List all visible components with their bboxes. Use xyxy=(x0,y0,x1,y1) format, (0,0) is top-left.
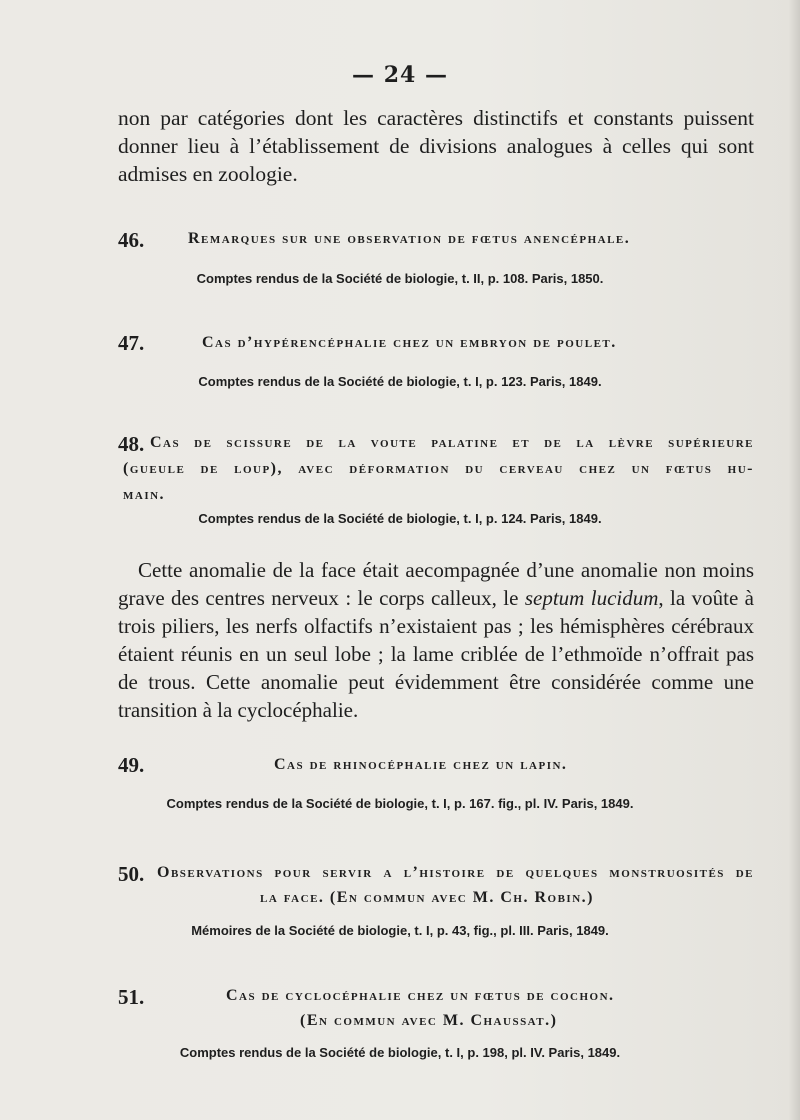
entry-47-title: Cas d’hypérencéphalie chez un embryon de poulet. xyxy=(202,334,617,351)
paragraph-line: Cette anomalie de la face était aecompagnée d’une anomalie non moins xyxy=(138,558,754,582)
entry-46-title: Remarques sur une observation de fœtus anencéphale. xyxy=(188,230,631,247)
entry-51-title-line: Cas de cyclocéphalie chez un fœtus de cochon. xyxy=(226,987,615,1004)
paragraph-line xyxy=(118,584,754,612)
entry-48-title-line: Cas de scissure de la voute palatine et de la lèvre supérieure xyxy=(150,434,754,451)
entry-48-title-line: main. xyxy=(123,486,166,503)
entry-49-number: 49. xyxy=(118,753,145,777)
entry-51-number: 51. xyxy=(118,985,145,1009)
paragraph-line: de trous. Cette anomalie peut évidemment être considérée comme une xyxy=(118,670,754,694)
entry-46-reference: Comptes rendus de la Société de biologie, t. II, p. 108. Paris, 1850. xyxy=(196,271,604,286)
entry-49-reference: Comptes rendus de la Société de biologie, t. I, p. 167. fig., pl. IV. Paris, 1849. xyxy=(166,796,634,811)
entry-50-title-line: la face. (En commun avec M. Ch. Robin.) xyxy=(260,889,594,906)
paragraph-line: étaient réunis en un seul lobe ; la lame criblée de l’ethmoïde n’offrait pas xyxy=(118,642,754,666)
page-number: — 24 — xyxy=(352,62,448,88)
entry-50-reference: Mémoires de la Société de biologie, t. I, p. 43, fig., pl. III. Paris, 1849. xyxy=(191,923,609,938)
entry-50-number: 50. xyxy=(118,862,145,886)
entry-46-number: 46. xyxy=(118,228,145,252)
entry-47-number: 47. xyxy=(118,331,145,355)
intro-line: donner lieu à l’établissement de divisions analogues à celles qui sont xyxy=(118,134,754,158)
paragraph-line: transition à la cyclocéphalie. xyxy=(118,698,359,722)
entry-51-title-line: (En commun avec M. Chaussat.) xyxy=(300,1012,558,1029)
intro-line: admises en zoologie. xyxy=(118,162,298,186)
entry-48-reference: Comptes rendus de la Société de biologie, t. I, p. 124. Paris, 1849. xyxy=(198,511,602,526)
paragraph-italic-term: septum lucidum xyxy=(524,586,659,610)
entry-47-reference: Comptes rendus de la Société de biologie, t. I, p. 123. Paris, 1849. xyxy=(198,374,602,389)
page-edge-shadow xyxy=(788,0,800,1120)
paragraph-text: , la voûte à xyxy=(658,586,754,610)
entry-48-number: 48. xyxy=(118,432,145,456)
entry-48-title-line: (gueule de loup), avec déformation du cerveau chez un fœtus hu- xyxy=(123,460,754,477)
paragraph-text: grave des centres nerveux : le corps calleux, le xyxy=(118,586,525,610)
entry-51-reference: Comptes rendus de la Société de biologie, t. I, p. 198, pl. IV. Paris, 1849. xyxy=(179,1045,621,1060)
entry-50-title-line: Observations pour servir a l’histoire de quelques monstruosités de xyxy=(157,864,754,881)
entry-49-title: Cas de rhinocéphalie chez un lapin. xyxy=(274,756,568,773)
entry-48-paragraph xyxy=(118,556,754,724)
intro-paragraph xyxy=(118,104,754,188)
paragraph-line: trois piliers, les nerfs olfactifs n’existaient pas ; les hémisphères cérébraux xyxy=(118,614,754,638)
intro-line: non par catégories dont les caractères distinctifs et constants puissent xyxy=(118,106,754,130)
